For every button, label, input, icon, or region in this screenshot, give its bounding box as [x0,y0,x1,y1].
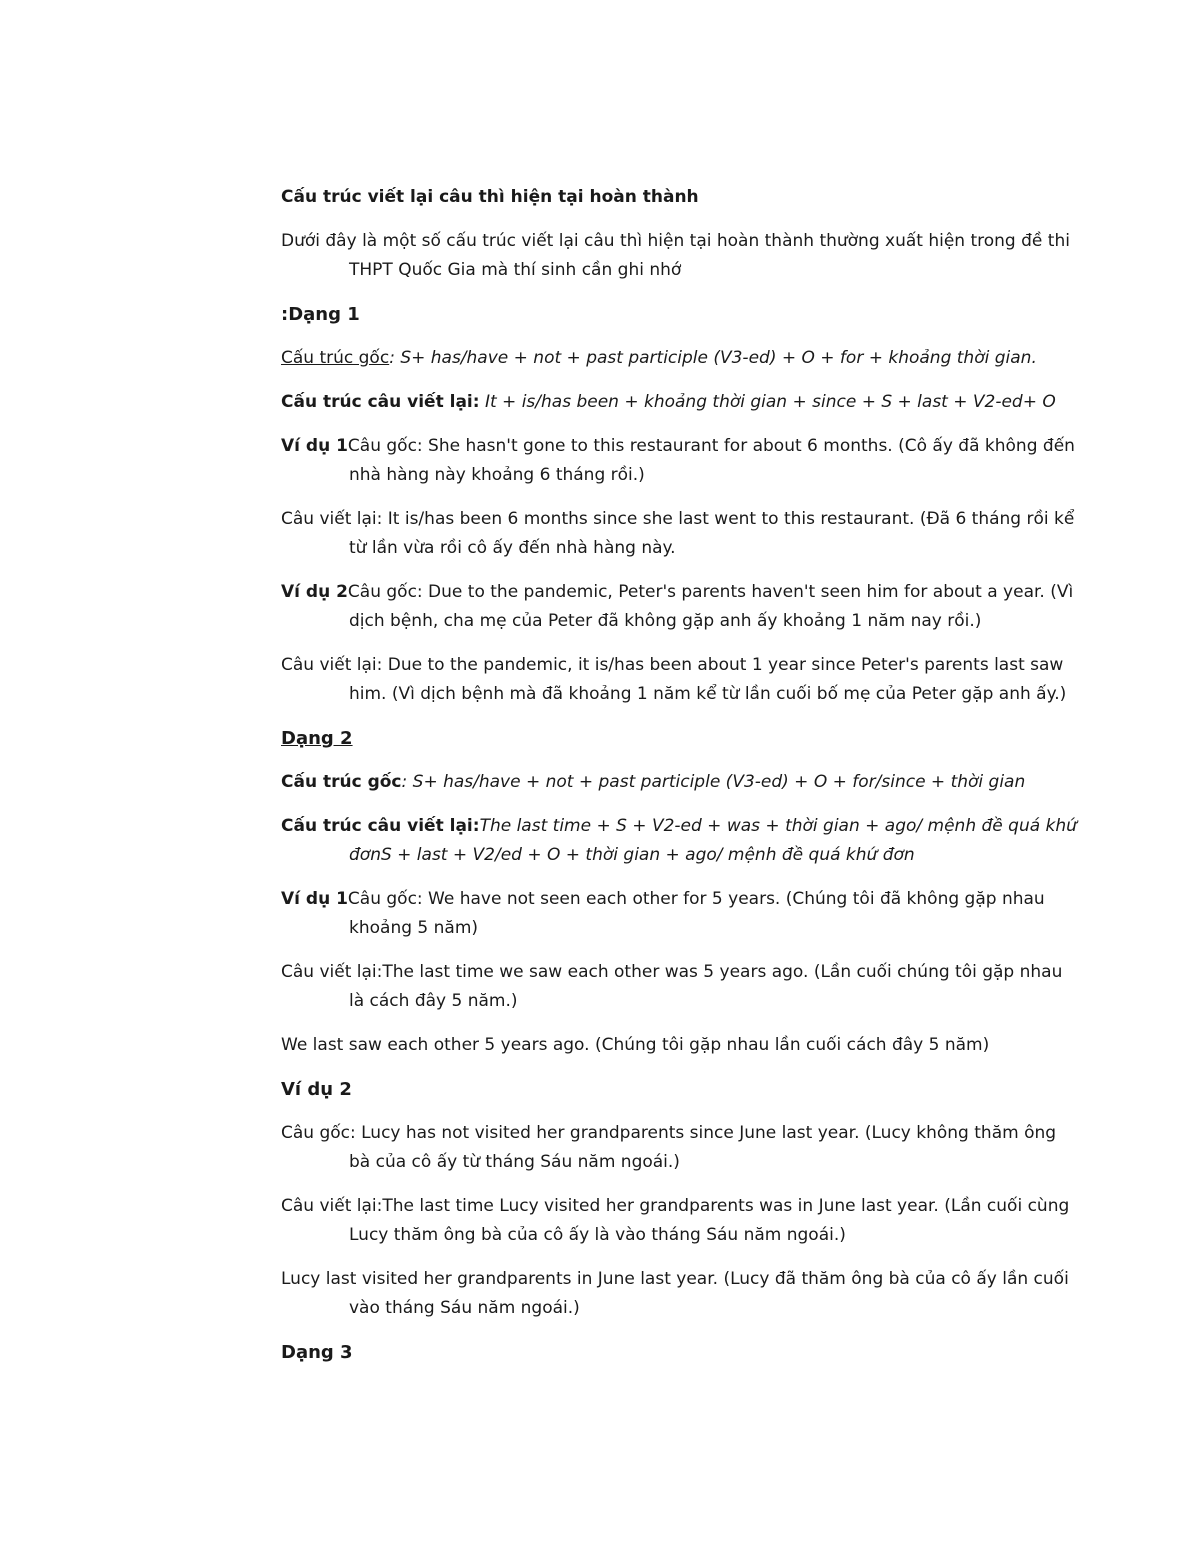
dang2-example1-original [281,885,1081,943]
document-body [281,183,1081,1382]
dang1-example1-original [281,432,1081,490]
dang2-rewrite-label: Cấu trúc câu viết lại: [281,816,480,836]
dang1-example2-label: Ví dụ 2 [281,582,348,602]
dang2-rewrite-structure [281,812,1081,870]
intro-paragraph: Dưới đây là một số cấu trúc viết lại câu thì hiện tại hoàn thành thường xuất hiện trong đề thi THPT Quốc Gia mà thí sinh cần ghi nhớ [281,231,1070,280]
dang1-rewrite-structure [281,388,1081,417]
dang2-example1-rewrite: Câu viết lại:The last time we saw each other was 5 years ago. (Lần cuối chúng tôi gặp nhau là cách đây 5 năm.) [281,962,1063,1011]
document-title: Cấu trúc viết lại câu thì hiện tại hoàn thành [281,187,699,207]
dang1-example1-text: Câu gốc: She hasn't gone to this restaurant for about 6 months. (Cô ấy đã không đến nhà hàng này khoảng 6 tháng rồi.) [347,436,1075,485]
dang2-original-structure [281,768,1081,797]
dang2-example1-label: Ví dụ 1 [281,889,348,909]
dang2-rewrite-formula: The last time + S + V2-ed + was + thời gian + ago/ mệnh đề quá khứ đơnS + last + V2/ed + O + thời gian + ago/ mệnh đề quá khứ đơn [349,816,1077,865]
dang2-original-label: Cấu trúc gốc [281,772,402,792]
dang1-original-structure [281,344,1081,373]
dang1-example2-text: Câu gốc: Due to the pandemic, Peter's parents haven't seen him for about a year. (Vì dịch bệnh, cha mẹ của Peter đã không gặp anh ấy khoảng 1 năm nay rồi.) [347,582,1074,631]
dang2-original-formula: : S+ has/have + not + past participle (V3-ed) + O + for/since + thời gian [401,772,1026,792]
dang1-rewrite-label: Cấu trúc câu viết lại: [281,392,480,412]
dang2-example1-alternative: We last saw each other 5 years ago. (Chúng tôi gặp nhau lần cuối cách đây 5 năm) [281,1035,990,1055]
dang2-heading: Dạng 2 [281,728,353,749]
dang1-rewrite-formula: It + is/has been + khoảng thời gian + since + S + last + V2-ed+ O [479,392,1056,412]
dang2-example2-original: Câu gốc: Lucy has not visited her grandparents since June last year. (Lucy không thăm ông bà của cô ấy từ tháng Sáu năm ngoái.) [281,1123,1057,1172]
dang2-example2-label: Ví dụ 2 [281,1079,352,1100]
dang1-original-label: Cấu trúc gốc [281,348,390,368]
dang1-example1-rewrite: Câu viết lại: It is/has been 6 months since she last went to this restaurant. (Đã 6 tháng rồi kể từ lần vừa rồi cô ấy đến nhà hàng này. [281,509,1075,558]
dang1-example2-rewrite: Câu viết lại: Due to the pandemic, it is/has been about 1 year since Peter's parents last saw him. (Vì dịch bệnh mà đã khoảng 1 năm kể từ lần cuối bố mẹ của Peter gặp anh ấy.) [281,655,1067,704]
dang1-example2-original [281,578,1081,636]
dang1-original-formula: : S+ has/have + not + past participle (V3-ed) + O + for + khoảng thời gian. [389,348,1037,368]
dang2-example2-alternative: Lucy last visited her grandparents in June last year. (Lucy đã thăm ông bà của cô ấy lần cuối vào tháng Sáu năm ngoái.) [281,1269,1069,1318]
dang2-example2-rewrite: Câu viết lại:The last time Lucy visited her grandparents was in June last year. (Lần cuối cùng Lucy thăm ông bà của cô ấy là vào tháng Sáu năm ngoái.) [281,1196,1070,1245]
dang3-heading: Dạng 3 [281,1342,353,1363]
dang1-example1-label: Ví dụ 1 [281,436,348,456]
dang1-heading: :Dạng 1 [281,304,360,325]
dang2-example1-text: Câu gốc: We have not seen each other for 5 years. (Chúng tôi đã không gặp nhau khoảng 5 năm) [347,889,1045,938]
